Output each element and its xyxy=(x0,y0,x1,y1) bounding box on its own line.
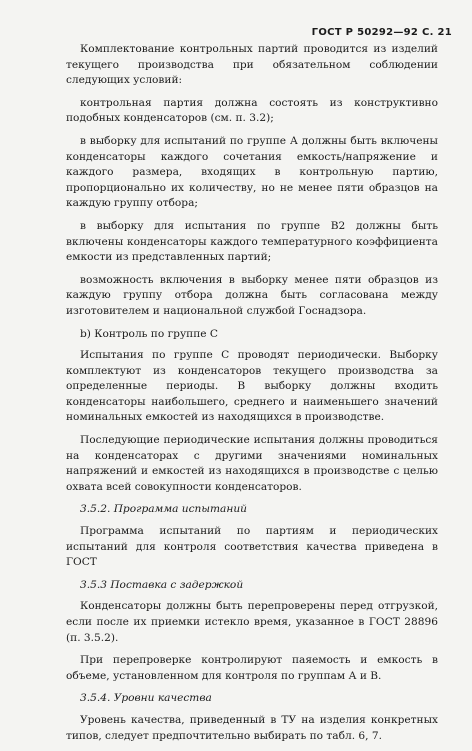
paragraph-group-c-1: Испытания по группе С проводят периодически. Выборку комплектуют из конденсаторов текущего производства за определенные периоды. В выборку должны входить конденсаторы наибольшего, среднего и наименьшего значений номинальных емкостей из находящихся в производстве. xyxy=(66,349,438,424)
page-header: ГОСТ Р 50292—92 С. 21 xyxy=(311,27,452,38)
paragraph-group-c-2: Последующие периодические испытания должны проводиться на конденсаторах с другими значениями номинальных напряжений и емкостей из находящихся в производстве с целью охвата всей совокупности конденсаторов. xyxy=(66,434,438,493)
paragraph-quality-levels: Уровень качества, приведенный в ТУ на изделия конкретных типов, следует предпочтительно выбирать по табл. 6, 7. xyxy=(66,713,438,742)
paragraph-condition-2: в выборку для испытаний по группе А должны быть включены конденсаторы каждого сочетания емкость/напряжение и каждого размера, входящих в контрольную партию, пропорционально их количеству, но не менее пяти образцов на каждую группу отбора; xyxy=(66,134,438,210)
paragraph-intro: Комплектование контрольных партий проводится из изделий текущего производства при обязательном соблюдении следующих условий: xyxy=(66,43,438,87)
paragraph-delayed-delivery-2: При перепроверке контролируют паяемость и емкость в объеме, установленном для контроля по группам А и В. xyxy=(66,654,438,682)
section-heading-group-c: b) Контроль по группе С xyxy=(80,327,219,340)
section-heading-3-5-3: 3.5.3 Поставка с задержкой xyxy=(80,578,244,591)
section-heading-3-5-2: 3.5.2. Программа испытаний xyxy=(80,503,247,516)
paragraph-test-program: Программа испытаний по партиям и периодических испытаний для контроля соответствия качества приведена в ГОСТ xyxy=(66,525,438,569)
paragraph-delayed-delivery-1: Конденсаторы должны быть перепроверены перед отгрузкой, если после их приемки истекло время, указанное в ГОСТ 28896 (п. 3.5.2). xyxy=(66,600,438,644)
paragraph-condition-3: в выборку для испытания по группе В2 должны быть включены конденсаторы каждого температурного коэффициента емкости из представленных партий; xyxy=(66,219,438,264)
paragraph-condition-4: возможность включения в выборку менее пяти образцов из каждую группу отбора должна быть согласована между изготовителем и национальной службой Госнадзора. xyxy=(66,273,438,317)
paragraph-condition-1: контрольная партия должна состоять из конструктивно подобных конденсаторов (см. п. 3.2); xyxy=(66,96,438,125)
document-body xyxy=(66,42,438,751)
section-heading-3-5-4: 3.5.4. Уровни качества xyxy=(80,692,212,705)
